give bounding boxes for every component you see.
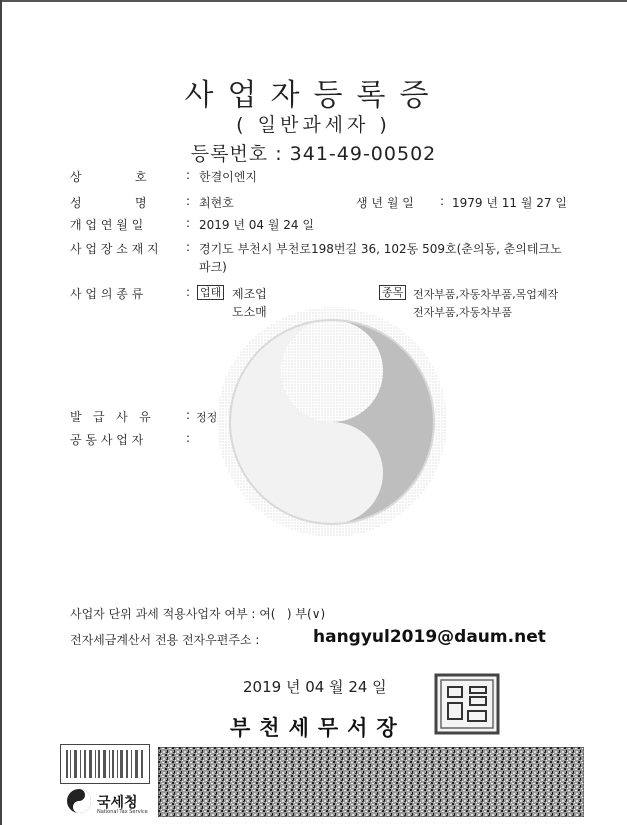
- joint-business-label: 공 동 사 업 자: [70, 433, 144, 447]
- opening-date-value: 2019 년 04 월 24 일: [199, 218, 314, 232]
- colon: :: [186, 240, 191, 254]
- item-line-2: 전자부품,자동차부품: [413, 306, 513, 319]
- item-line-1: 전자부품,자동차부품,목업제작: [413, 288, 559, 301]
- representative-label: 성 명: [70, 196, 147, 210]
- address-line-2: 파크): [199, 260, 227, 274]
- email-value: hangyul2019@daum.net: [313, 627, 546, 647]
- category-line-2: 도소매: [232, 305, 267, 319]
- colon: :: [186, 431, 191, 445]
- trade-name-label: 상 호: [70, 170, 147, 184]
- address-line-1: 경기도 부천시 부천로198번길 36, 102동 509호(춘의동, 춘의테크노: [199, 242, 562, 256]
- barcode-icon: [60, 744, 150, 784]
- colon: :: [186, 194, 191, 208]
- agency-name: 국세청: [97, 795, 138, 811]
- colon: :: [186, 216, 191, 230]
- opening-date-label: 개 업 연 월 일: [70, 218, 144, 232]
- item-tag: 종목: [379, 284, 406, 300]
- issue-date: 2019 년 04 월 24 일: [243, 678, 387, 696]
- issue-reason-label: 발 급 사 유: [70, 410, 151, 424]
- representative-value: 최현호: [199, 196, 234, 210]
- taegeuk-watermark-icon: [210, 300, 455, 545]
- issue-reason-value: 정정: [196, 411, 218, 424]
- nts-logo-icon: [66, 788, 92, 814]
- agency-name-english: National Tax Service: [97, 809, 148, 815]
- colon: :: [440, 194, 445, 208]
- document-title: 사업자등록증: [184, 78, 443, 113]
- colon: :: [186, 408, 191, 422]
- colon: :: [186, 285, 191, 299]
- email-label: 전자세금계산서 전용 전자우편주소 :: [70, 633, 260, 647]
- registration-number: 등록번호 : 341-49-00502: [190, 143, 437, 165]
- category-tag: 업태: [197, 284, 224, 300]
- official-seal-icon: [434, 673, 500, 735]
- trade-name-value: 한결이엔지: [199, 170, 257, 184]
- taxpayer-type: ( 일반과세자 ): [236, 114, 391, 136]
- scan-edge-top: [0, 0, 627, 2]
- address-label: 사 업 장 소 재 지: [70, 242, 159, 256]
- security-pattern: [158, 747, 584, 817]
- category-line-1: 제조업: [232, 287, 267, 301]
- birth-date-value: 1979 년 11 월 27 일: [452, 196, 567, 210]
- birth-date-label: 생 년 월 일: [356, 196, 414, 210]
- business-type-label: 사 업 의 종 류: [70, 287, 144, 301]
- unit-tax-line: 사업자 단위 과세 적용사업자 여부 : 여( ) 부(∨): [70, 607, 326, 621]
- colon: :: [186, 168, 191, 182]
- tax-office-name: 부천세무서장: [230, 716, 406, 740]
